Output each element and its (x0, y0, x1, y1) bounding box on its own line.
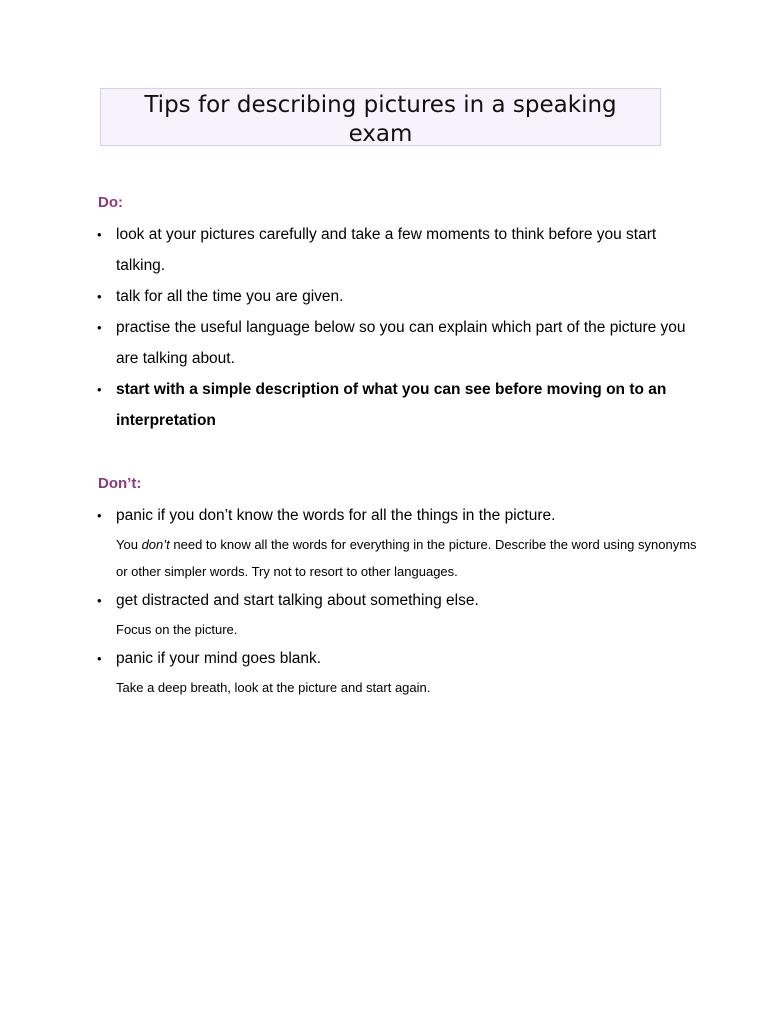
dont-item-note: Focus on the picture. (116, 622, 238, 637)
do-item-talk (0, 281, 768, 312)
dont-item-panic-words (0, 500, 768, 531)
dont-item-text: get distracted and start talking about something else. (116, 592, 479, 609)
bullet-icon: • (97, 382, 102, 397)
do-item-text: talk for all the time you are given. (116, 288, 344, 305)
dont-item-note: Take a deep breath, look at the picture and start again. (116, 680, 431, 695)
do-item-describe (0, 374, 768, 436)
bullet-icon: • (97, 320, 102, 335)
do-item-look (0, 219, 768, 281)
bullet-icon: • (97, 508, 102, 523)
bullet-icon: • (97, 593, 102, 608)
dont-item-text: panic if your mind goes blank. (116, 650, 322, 667)
bullet-icon: • (97, 227, 102, 242)
dont-item-text: panic if you don’t know the words for all the things in the picture. (116, 507, 556, 524)
do-list (0, 219, 768, 436)
note-text: You (116, 537, 142, 552)
dont-item-panic-blank (0, 643, 768, 674)
dont-heading: Don’t: (98, 475, 142, 492)
title-line-2: exam (348, 121, 413, 147)
do-item-practise (0, 312, 768, 374)
title-box (100, 88, 661, 146)
note-text: need to know all the words for everything in the picture. Describe the word using synonyms or other simpler words. Try not to resort to other languages. (116, 537, 697, 579)
do-item-text: practise the useful language below so you can explain which part of the picture you are talking about. (116, 319, 686, 367)
do-item-text: look at your pictures carefully and take a few moments to think before you start talking. (116, 226, 657, 274)
dont-item-distracted (0, 585, 768, 616)
title-line-1: Tips for describing pictures in a speaking (144, 92, 617, 118)
note-emphasis: don’t (141, 537, 170, 552)
do-heading: Do: (98, 194, 123, 211)
bullet-icon: • (97, 289, 102, 304)
dont-list (0, 500, 768, 701)
page-title (101, 89, 660, 149)
bullet-icon: • (97, 651, 102, 666)
do-item-text: start with a simple description of what you can see before moving on to an interpretation (116, 381, 667, 429)
dont-item-note (0, 531, 768, 585)
